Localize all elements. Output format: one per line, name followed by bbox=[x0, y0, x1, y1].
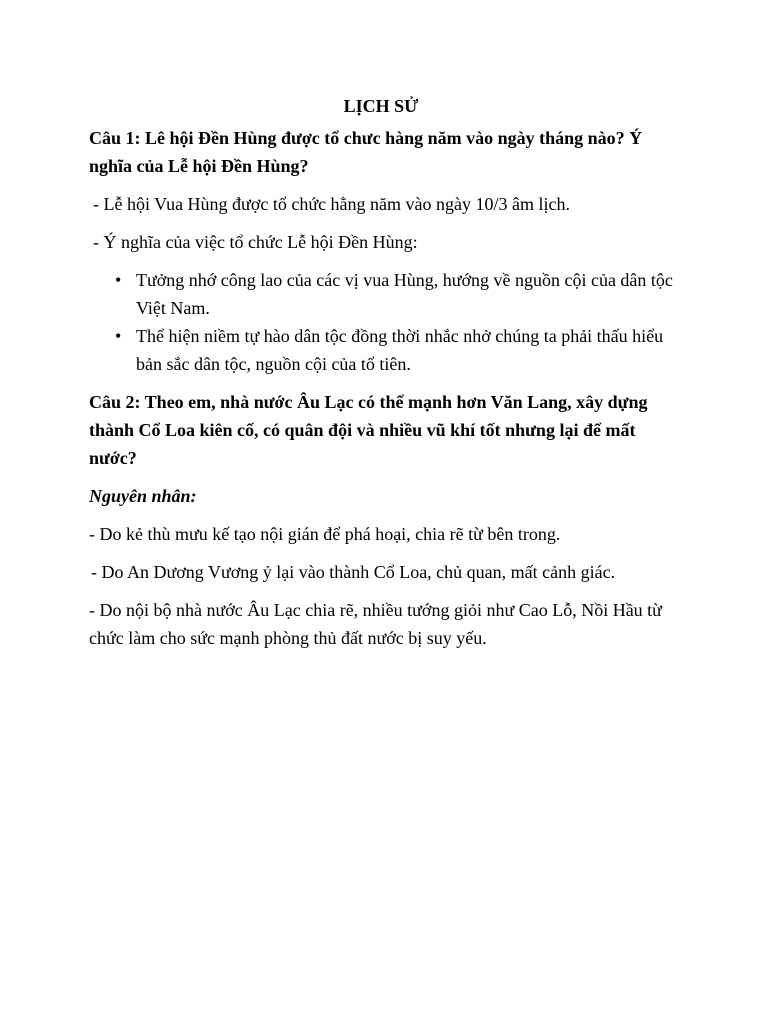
bullet-item bbox=[115, 322, 681, 378]
question-1: Câu 1: Lê hội Đền Hùng được tổ chưc hàng năm vào ngày tháng nào? Ý nghĩa của Lễ hội Đền Hùng? bbox=[89, 128, 643, 176]
document-title: LỊCH SỬ bbox=[343, 96, 419, 116]
bullet-icon: • bbox=[115, 270, 122, 290]
document-content bbox=[89, 92, 681, 662]
answer-1-date: - Lễ hội Vua Hùng được tổ chức hằng năm vào ngày 10/3 âm lịch. bbox=[93, 194, 570, 214]
bullet-text: Tưởng nhớ công lao của các vị vua Hùng, hướng về nguồn cội của dân tộc Việt Nam. bbox=[136, 270, 673, 318]
question-2: Câu 2: Theo em, nhà nước Âu Lạc có thể mạnh hơn Văn Lang, xây dựng thành Cổ Loa kiên cố, có quân đội và nhiều vũ khí tốt nhưng lại để mất nước? bbox=[89, 392, 648, 468]
cause-item: - Do kẻ thù mưu kế tạo nội gián để phá hoại, chia rẽ từ bên trong. bbox=[89, 524, 561, 544]
answer-1-meaning-heading: - Ý nghĩa của việc tổ chức Lễ hội Đền Hùng: bbox=[93, 232, 418, 252]
cause-heading: Nguyên nhân: bbox=[89, 486, 197, 506]
cause-item: - Do An Dương Vương ỷ lại vào thành Cổ Loa, chủ quan, mất cảnh giác. bbox=[91, 562, 616, 582]
cause-item: - Do nội bộ nhà nước Âu Lạc chia rẽ, nhiều tướng giỏi như Cao Lỗ, Nồi Hầu từ chức làm cho sức mạnh phòng thủ đất nước bị suy yếu. bbox=[89, 600, 662, 648]
meaning-bullet-list bbox=[89, 266, 681, 378]
bullet-item bbox=[115, 266, 681, 322]
bullet-icon: • bbox=[115, 326, 122, 346]
bullet-text: Thể hiện niềm tự hào dân tộc đồng thời nhắc nhở chúng ta phải thấu hiểu bản sắc dân tộc, nguồn cội của tổ tiên. bbox=[136, 326, 664, 374]
